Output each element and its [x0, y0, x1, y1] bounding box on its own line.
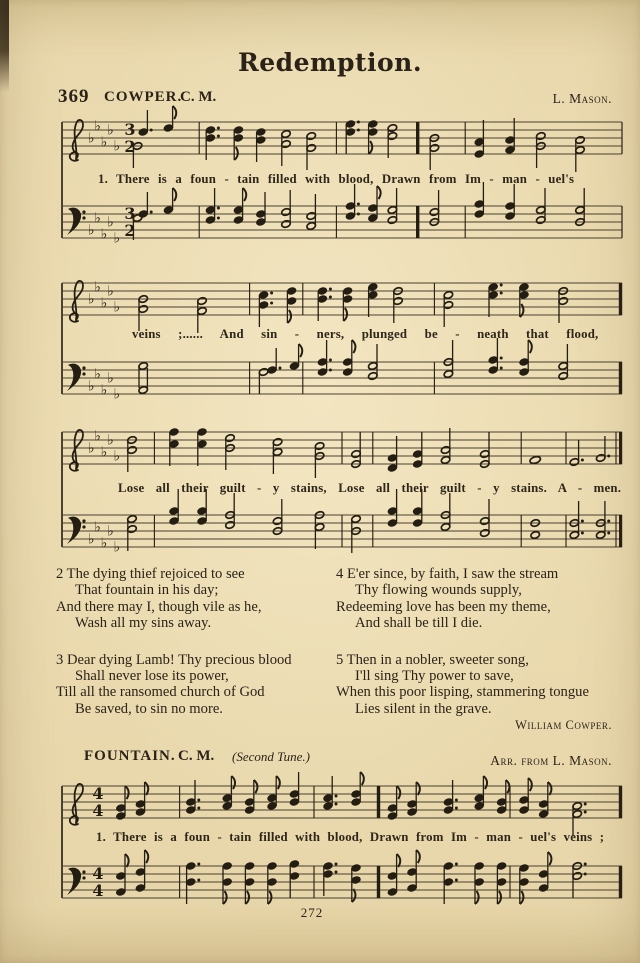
hymn1-tune-name: COWPER.: [104, 89, 183, 105]
svg-text:3: 3: [124, 120, 136, 139]
verse-line: Thy flowing wounds supply,: [355, 582, 522, 599]
hymn2-composer-credit: Arr. from L. Mason.: [490, 753, 612, 768]
verse-line: 3 Dear dying Lamb! Thy precious blood: [56, 651, 292, 668]
verse-line: 4 E'er since, by faith, I saw the stream: [336, 566, 559, 582]
hymn2-lyric-line-1: 1. There is a foun - tain filled with blood, Drawn from Im - man - uel's veins ;: [96, 830, 605, 844]
svg-text:♭: ♭: [107, 214, 114, 231]
svg-text:♭: ♭: [100, 535, 108, 552]
svg-text:♭: ♭: [100, 382, 108, 399]
svg-text:♭: ♭: [94, 279, 102, 296]
hymn-number: 369: [58, 86, 90, 107]
svg-text:♭: ♭: [113, 138, 121, 155]
svg-text:♭: ♭: [100, 226, 108, 243]
svg-text:♭: ♭: [94, 428, 102, 445]
verse-line: I'll sing Thy power to save,: [355, 668, 514, 685]
svg-text:4: 4: [92, 881, 104, 900]
verse-line: When this poor lisping, stammering tongue: [336, 684, 589, 701]
verse-3: [56, 652, 332, 718]
svg-text:♭: ♭: [88, 222, 95, 239]
verse-5: [336, 652, 618, 718]
verse-line: Redeeming love has been my theme,: [336, 598, 551, 615]
svg-text:♭: ♭: [88, 531, 95, 548]
svg-text:♭: ♭: [107, 283, 114, 300]
hymn1-meter: C. M.: [180, 89, 217, 105]
svg-text:3: 3: [124, 204, 136, 223]
section-title: Redemption.: [237, 48, 423, 77]
svg-text:♭: ♭: [100, 134, 108, 151]
svg-text:♭: ♭: [88, 130, 95, 147]
svg-text:4: 4: [92, 864, 104, 883]
hymn2-subtitle: (Second Tune.): [232, 749, 310, 764]
verse-line: 5 Then in a nobler, sweeter song,: [336, 651, 529, 668]
svg-text:♭: ♭: [107, 122, 114, 139]
hymn1-lyric-line-1: 1. There is a foun - tain filled with blood, Drawn from Im - man - uel's: [98, 172, 575, 186]
hymn1-composer-credit: L. Mason.: [552, 91, 612, 106]
svg-text:♭: ♭: [113, 539, 121, 556]
verse-line: Till all the ransomed church of God: [56, 684, 265, 701]
svg-text:♭: ♭: [100, 295, 108, 312]
verse-line: Wash all my sins away.: [75, 615, 212, 632]
svg-text:♭: ♭: [94, 519, 102, 536]
svg-text:♭: ♭: [88, 378, 95, 395]
verse-line: Be saved, to sin no more.: [75, 700, 223, 717]
svg-text:♭: ♭: [113, 299, 121, 316]
verse-line: Shall never lose its power,: [75, 668, 229, 685]
verses-column-left: [56, 566, 332, 737]
svg-text:♭: ♭: [88, 440, 95, 457]
verse-line: Lies silent in the grave.: [355, 700, 492, 717]
svg-text:♭: ♭: [94, 366, 102, 383]
svg-text:4: 4: [92, 784, 104, 803]
svg-text:♭: ♭: [107, 523, 114, 540]
verse-line: And shall be till I die.: [355, 615, 483, 632]
author-credit: William Cowper.: [515, 718, 612, 732]
verse-line: That fountain in his day;: [75, 582, 219, 599]
svg-text:♭: ♭: [107, 370, 114, 387]
verse-line: 2 The dying thief rejoiced to see: [56, 566, 245, 582]
svg-text:♭: ♭: [100, 444, 108, 461]
svg-text:♭: ♭: [94, 210, 102, 227]
svg-text:2: 2: [124, 221, 136, 240]
hymn2-tune-name: FOUNTAIN.: [84, 748, 176, 764]
verse-line: And there may I, though vile as he,: [56, 598, 262, 615]
verse-2: [56, 566, 332, 632]
svg-text:4: 4: [92, 801, 104, 820]
verses-column-right: [336, 566, 618, 737]
svg-text:♭: ♭: [107, 432, 114, 449]
hymn1-lyric-line-3: Lose all their guilt - y stains, Lose all their guilt - y stains. A - men.: [118, 481, 622, 495]
hymn2-meter: C. M.: [178, 748, 215, 764]
svg-text:♭: ♭: [113, 448, 121, 465]
svg-text:♭: ♭: [113, 386, 121, 403]
verse-4: [336, 566, 618, 632]
page-number: 272: [300, 905, 324, 920]
hymn2-header: [56, 748, 612, 768]
svg-text:♭: ♭: [113, 230, 121, 247]
svg-text:2: 2: [124, 137, 136, 156]
svg-text:♭: ♭: [88, 291, 95, 308]
svg-text:♭: ♭: [94, 118, 102, 135]
hymn1-lyric-line-2: veins ;...... And sin - ners, plunged be - neath that flood,: [132, 327, 599, 341]
